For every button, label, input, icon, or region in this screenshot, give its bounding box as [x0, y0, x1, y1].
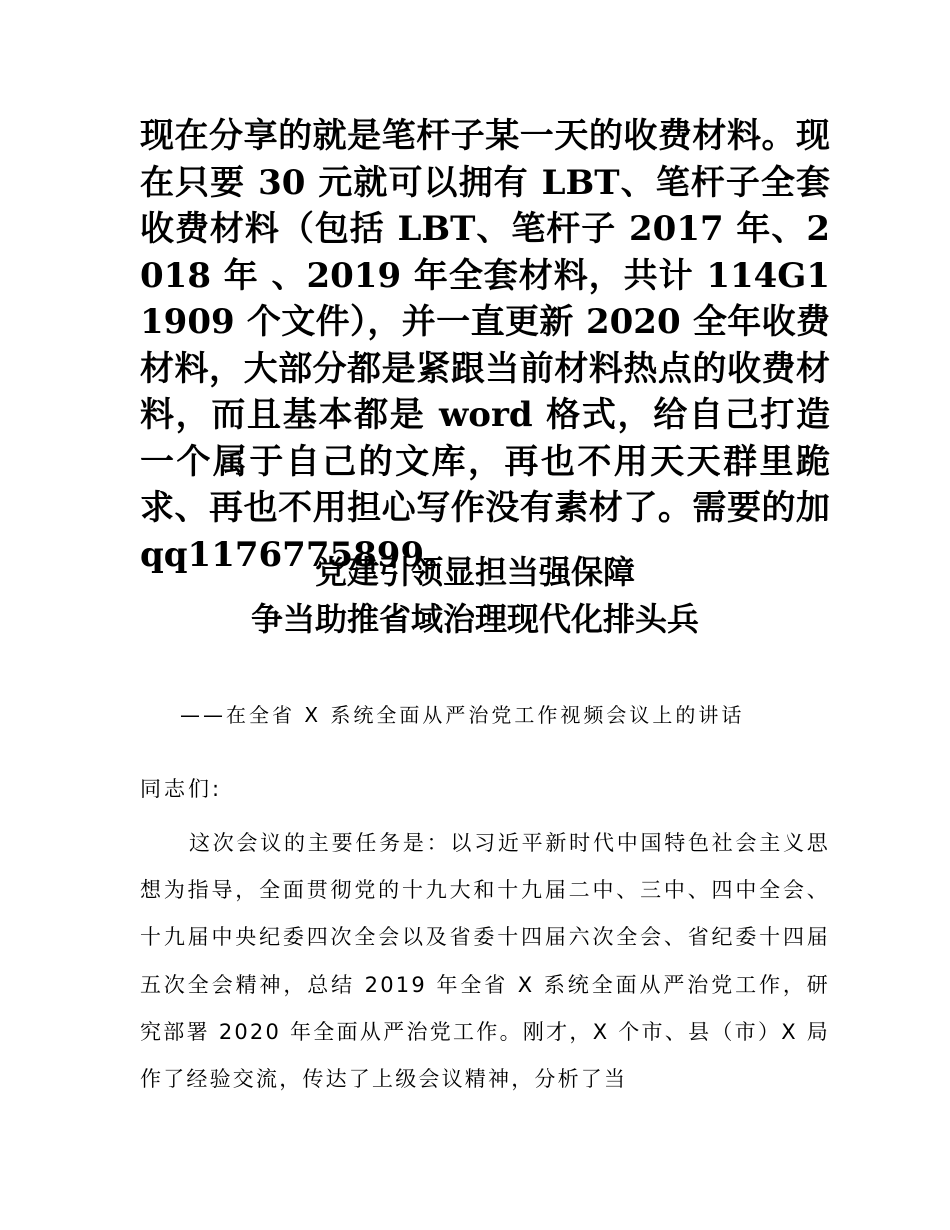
document-title-line-2: 争当助推省域治理现代化排头兵	[250, 600, 699, 638]
document-title-line-1: 党建引领显担当强保障	[314, 553, 635, 591]
document-subtitle: ——在全省 X 系统全面从严治党工作视频会议上的讲话	[180, 703, 745, 727]
salutation: 同志们:	[140, 777, 223, 801]
body-paragraph: 这次会议的主要任务是：以习近平新时代中国特色社会主义思想为指导，全面贯彻党的十九大和十九届二中、三中、四中全会、十九届中央纪委四次全会以及省委十四届六次全会、省纪委十四届五次全会精神，总结 2019 年全省 X 系统全面从严治党工作，研究部署 2020 年全面从严治党工作。刚才，X 个市、县（市）X 局作了经验交流，传达了上级会议精神，分析了当	[140, 831, 830, 1092]
promo-paragraph: 现在分享的就是笔杆子某一天的收费材料。现在只要 30 元就可以拥有 LBT、笔杆子全套收费材料（包括 LBT、笔杆子 2017 年、2018 年 、2019 年全套材料，共计 114G11909 个文件），并一直更新 2020 全年收费材料，大部分都是紧跟当前材料热点的收费材料，而且基本都是 word 格式，给自己打造一个属于自己的文库，再也不用天天群里跪求、再也不用担心写作没有素材了。需要的加 qq1176775899。	[140, 116, 830, 575]
